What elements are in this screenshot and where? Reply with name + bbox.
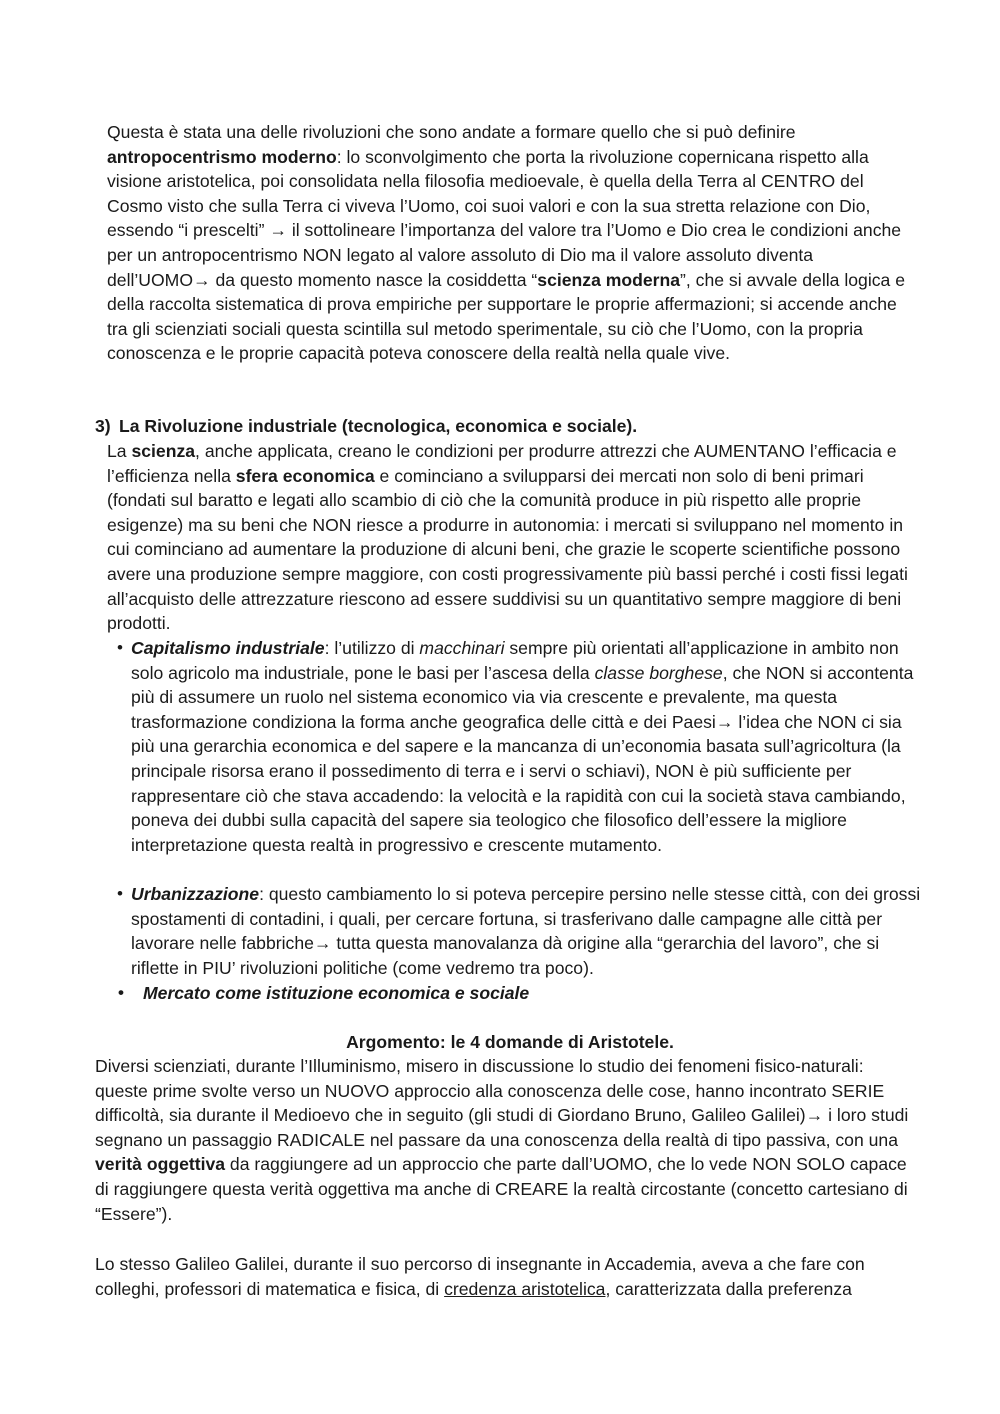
text-run: Lo stesso Galileo Galilei, durante il suo percorso di insegnante in Accademia, aveva a che fare con colleghi, professori di matematica e fisica, di: [95, 1254, 865, 1299]
text-run: , anche applicata, creano le condizioni per produrre attrezzi che AUMENTANO l’efficacia e l’efficienza nella: [107, 441, 897, 486]
text-run: : questo cambiamento lo si poteva percepire persino nelle stesse città, con dei grossi spostamenti di contadini, i quali, per cercare fortuna, si trasferivano dalle campagne alle città per lavorare nelle fabbriche→ tutta questa manovalanza dà origine alla “gerarchia del lavoro”, che si riflette in PIU’ rivoluzioni politiche (come vedremo tra poco).: [131, 884, 921, 978]
bullet-icon: •: [117, 638, 123, 657]
text-run: , che NON si accontenta più di assumere un ruolo nel sistema economico via via crescente e prevalente, ma questa trasformazione condiziona la forma anche geografica delle città e dei Paesi→ l’idea che NON ci sia più una gerarchia economica e del sapere e la mancanza di un’economia basata sull’agricoltura (la principale risorsa erano il possedimento di terra e i servi o schiavi), NON è più sufficiente per rappresentare ciò che stava accadendo: la velocità e la rapidità con cui la società stava cambiando, poneva dei dubbi sulla capacità del sapere sia teologico che filosofico dell’essere la migliore interpretazione questa realtà in progressivo e crescente mutamento.: [131, 662, 914, 855]
bullet-icon: •: [117, 884, 123, 903]
text-run: : l’utilizzo di: [324, 638, 420, 658]
text-run: ”, che si avvale della logica e della raccolta sistematica di prova empiriche per supportare le proprie affermazioni; si accende anche tra gli scienziati sociali questa scintilla sul metodo sperimentale, su ciò che l’Uomo, con la propria conoscenza e le proprie capacità poteva conoscere della realtà nella quale vive.: [107, 269, 905, 364]
section-title: La Rivoluzione industriale (tecnologica, economica e sociale).: [119, 416, 638, 436]
bullet-icon: •: [118, 983, 124, 1002]
bold-term-sfera-economica: sfera economica: [235, 465, 375, 486]
text-run: La: [107, 441, 132, 461]
bullet-term: Mercato come istituzione economica e sociale: [143, 983, 530, 1003]
text-run: , caratterizzata dalla preferenza: [605, 1278, 852, 1299]
bullet-term: Urbanizzazione: [131, 884, 260, 904]
paragraph-galileo: [95, 1252, 915, 1301]
paragraph-scienza: [107, 439, 922, 636]
text-run: : lo sconvolgimento che porta la rivoluzione copernicana rispetto alla visione aristotelica, poi consolidata nella filosofia medioevale, è quella della Terra al CENTRO del Cosmo visto che sulla Terra ci viveva l’Uomo, coi suoi valori e con la sua stretta relazione con Dio, essendo “i prescelti”: [107, 146, 871, 241]
bullet-mercato: [118, 981, 923, 1006]
text-run: Diversi scienziati, durante l’Illuminismo, misero in discussione lo studio dei fenomeni fisico-naturali: queste prime svolte verso un NUOVO approccio alla conoscenza delle cose, hanno incontrato SERIE difficoltà, sia durante il Medioevo che in seguito (gli studi di Giordano Bruno, Galileo Galilei)→ i loro studi segnano un passaggio RADICALE nel passare da una conoscenza della realtà di tipo passiva, con una: [95, 1056, 909, 1150]
text-run: e cominciano a svilupparsi dei mercati non solo di beni primari (fondati sul baratto e legati allo scambio di ciò che la comunità produce in più rispetto alle proprie esigenze) ma su beni che NON riesce a produrre in autonomia: i mercati si sviluppano nel momento in cui cominciano ad aumentare la produzione di alcuni beni, che grazie le scoperte scientifiche possono avere una produzione sempre maggiore, con costi progressivamente più bassi perché i costi fissi legati all’acquisto delle attrezzature riescono ad essere suddivisi su un quantitativo sempre maggiore di beni prodotti.: [107, 465, 908, 634]
bullet-capitalismo-industriale: [117, 636, 921, 857]
text-run: Questa è stata una delle rivoluzioni che sono andate a formare quello che si può definire: [107, 122, 796, 142]
bold-arrow: →: [264, 220, 292, 241]
bullet-term: Capitalismo industriale: [131, 638, 325, 658]
section-heading-rivoluzione-industriale: [95, 414, 925, 439]
underlined-term-credenza-aristotelica: credenza aristotelica: [444, 1278, 606, 1299]
italic-term-macchinari: macchinari: [419, 638, 505, 658]
italic-term-classe-borghese: classe borghese: [594, 662, 723, 683]
text-run: sempre più orientati all’applicazione in ambito non solo agricolo ma industriale, pone le basi per l’ascesa della: [131, 638, 899, 683]
text-run: il sottolineare l’importanza del valore tra l’Uomo e Dio crea le condizioni anche per un antropocentrismo NON legato al valore assoluto di Dio ma il valore assoluto diventa dell’UOMO→ da questo momento nasce la cosiddetta “: [107, 220, 902, 290]
topic-title: Argomento: le 4 domande di Aristotele.: [346, 1032, 674, 1052]
paragraph-illuminismo: [95, 1054, 915, 1226]
text-run: da raggiungere ad un approccio che parte dall’UOMO, che lo vede NON SOLO capace di raggiungere questa verità oggettiva ma anche di CREARE la realtà circostante (concetto cartesiano di “Essere”).: [95, 1154, 908, 1224]
paragraph-antropocentrismo: [107, 120, 917, 366]
section-number: 3): [95, 416, 111, 436]
bold-term-antropocentrismo: antropocentrismo moderno: [107, 146, 337, 167]
bold-term-scienza: scienza: [131, 441, 196, 461]
bold-term-verita-oggettiva: verità oggettiva: [95, 1154, 226, 1175]
bold-term-scienza-moderna: scienza moderna: [537, 269, 681, 290]
bullet-urbanizzazione: [117, 882, 921, 980]
